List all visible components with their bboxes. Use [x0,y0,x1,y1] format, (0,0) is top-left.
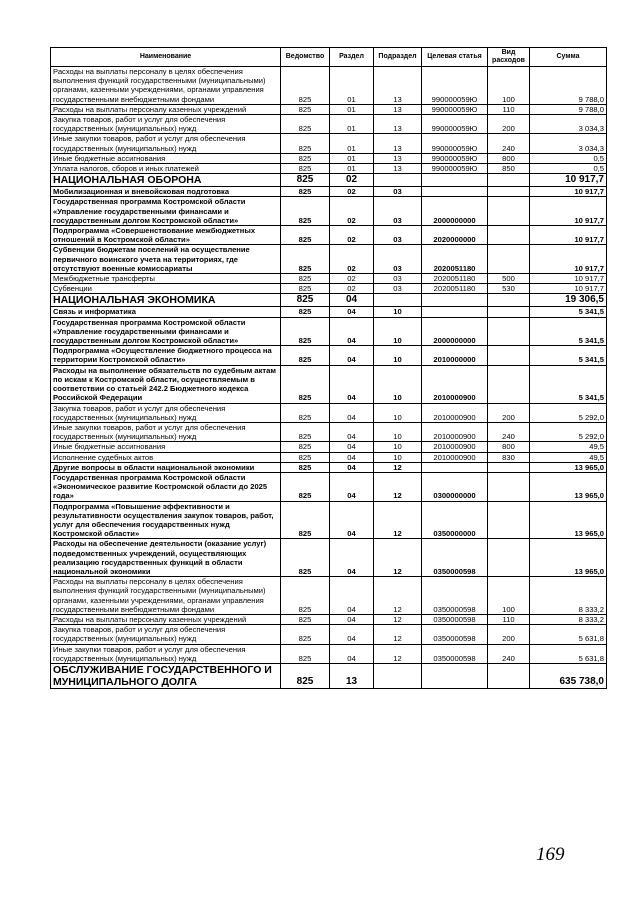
col-header-subsection: Подраздел [374,48,422,67]
table-row [51,472,607,501]
cell-target: 0350000598 [422,644,488,663]
table-row [51,452,607,462]
cell-exp-type [488,472,530,501]
cell-target [422,294,488,307]
cell-subsection: 10 [374,422,422,441]
cell-sum: 49,5 [530,452,607,462]
cell-section: 04 [330,644,374,663]
col-header-target: Целевая статья [422,48,488,67]
cell-exp-type [488,317,530,346]
cell-subsection: 10 [374,442,422,452]
cell-agency: 825 [281,104,330,114]
cell-subsection: 13 [374,115,422,134]
cell-target: 0350000598 [422,577,488,615]
cell-section: 04 [330,365,374,403]
cell-subsection: 10 [374,317,422,346]
cell-sum: 10 917,7 [530,245,607,274]
cell-sum: 13 965,0 [530,539,607,577]
table-row [51,577,607,615]
cell-subsection [374,663,422,688]
cell-sum: 5 341,5 [530,365,607,403]
table-row [51,284,607,294]
cell-sum: 10 917,7 [530,274,607,284]
cell-agency: 825 [281,174,330,187]
cell-sum: 19 306,5 [530,294,607,307]
cell-section: 04 [330,501,374,539]
cell-exp-type: 800 [488,153,530,163]
cell-agency: 825 [281,226,330,245]
cell-exp-type [488,187,530,197]
table-row [51,365,607,403]
cell-section: 02 [330,284,374,294]
cell-sum: 3 034,3 [530,134,607,153]
cell-name: НАЦИОНАЛЬНАЯ ЭКОНОМИКА [51,294,281,307]
table-row [51,614,607,624]
cell-exp-type: 240 [488,644,530,663]
table-row [51,501,607,539]
col-header-name: Наименование [51,48,281,67]
cell-name: Государственная программа Костромской области «Управление государственными финансами и государственным долгом Костромской области» [51,317,281,346]
cell-subsection: 10 [374,365,422,403]
cell-section: 01 [330,67,374,105]
cell-subsection: 10 [374,346,422,365]
cell-name: Субвенции бюджетам поселений на осуществление первичного воинского учета на территориях, где отсутствуют военные комиссариаты [51,245,281,274]
cell-sum: 5 292,0 [530,422,607,441]
cell-section: 01 [330,134,374,153]
cell-section: 01 [330,153,374,163]
cell-agency: 825 [281,365,330,403]
cell-agency: 825 [281,346,330,365]
table-row [51,67,607,105]
cell-section: 04 [330,452,374,462]
table-row [51,226,607,245]
cell-sum: 10 917,7 [530,174,607,187]
cell-exp-type [488,307,530,317]
cell-subsection: 12 [374,644,422,663]
cell-section: 04 [330,442,374,452]
cell-exp-type: 200 [488,403,530,422]
cell-agency: 825 [281,153,330,163]
cell-exp-type: 100 [488,67,530,105]
cell-section: 04 [330,577,374,615]
cell-agency: 825 [281,472,330,501]
table-row [51,625,607,644]
cell-exp-type [488,501,530,539]
cell-exp-type: 200 [488,625,530,644]
cell-target [422,174,488,187]
cell-agency: 825 [281,164,330,174]
table-row [51,197,607,226]
cell-sum: 5 341,5 [530,346,607,365]
cell-subsection [374,174,422,187]
cell-name: Другие вопросы в области национальной экономики [51,462,281,472]
table-row [51,462,607,472]
table-row [51,294,607,307]
cell-sum: 8 333,2 [530,614,607,624]
cell-subsection: 10 [374,307,422,317]
cell-target: 2020051180 [422,274,488,284]
cell-subsection: 10 [374,403,422,422]
cell-agency: 825 [281,307,330,317]
cell-sum: 10 917,7 [530,187,607,197]
cell-exp-type: 500 [488,274,530,284]
cell-subsection [374,294,422,307]
cell-subsection: 13 [374,153,422,163]
cell-exp-type [488,174,530,187]
cell-agency: 825 [281,614,330,624]
cell-target: 0350000598 [422,539,488,577]
cell-section: 01 [330,164,374,174]
cell-name: Иные бюджетные ассигнования [51,442,281,452]
cell-name: Межбюджетные трансферты [51,274,281,284]
cell-exp-type [488,539,530,577]
cell-exp-type: 830 [488,452,530,462]
cell-sum: 5 631,8 [530,644,607,663]
cell-agency: 825 [281,501,330,539]
cell-name: ОБСЛУЖИВАНИЕ ГОСУДАРСТВЕННОГО И МУНИЦИПАЛЬНОГО ДОЛГА [51,663,281,688]
cell-section: 04 [330,614,374,624]
cell-agency: 825 [281,115,330,134]
cell-sum: 13 965,0 [530,462,607,472]
cell-name: Закупка товаров, работ и услуг для обеспечения государственных (муниципальных) нужд [51,403,281,422]
cell-agency: 825 [281,663,330,688]
cell-subsection: 03 [374,245,422,274]
cell-sum: 13 965,0 [530,472,607,501]
table-row [51,104,607,114]
cell-section: 04 [330,462,374,472]
cell-subsection: 12 [374,539,422,577]
cell-target: 2010000900 [422,403,488,422]
cell-exp-type [488,226,530,245]
cell-name: Расходы на обеспечение деятельности (оказание услуг) подведомственных учреждений, осуществляющих реализацию государственных функций в области национальной экономики [51,539,281,577]
cell-name: Расходы на выплаты персоналу казенных учреждений [51,614,281,624]
cell-section: 01 [330,115,374,134]
cell-agency: 825 [281,67,330,105]
cell-sum: 9 788,0 [530,104,607,114]
cell-target: 990000059Ю [422,134,488,153]
cell-exp-type: 240 [488,134,530,153]
cell-sum: 10 917,7 [530,226,607,245]
cell-section: 04 [330,294,374,307]
cell-target: 990000059Ю [422,104,488,114]
cell-agency: 825 [281,422,330,441]
cell-target: 0350000598 [422,625,488,644]
cell-exp-type: 200 [488,115,530,134]
cell-name: Закупка товаров, работ и услуг для обеспечения государственных (муниципальных) нужд [51,115,281,134]
cell-name: Иные закупки товаров, работ и услуг для обеспечения государственных (муниципальных) нужд [51,134,281,153]
cell-sum: 635 738,0 [530,663,607,688]
cell-name: Государственная программа Костромской области «Экономическое развитие Костромской области до 2025 года» [51,472,281,501]
cell-target: 990000059Ю [422,67,488,105]
cell-target [422,462,488,472]
cell-sum: 3 034,3 [530,115,607,134]
cell-target [422,187,488,197]
cell-subsection: 12 [374,577,422,615]
cell-exp-type: 530 [488,284,530,294]
cell-name: Иные закупки товаров, работ и услуг для обеспечения государственных (муниципальных) нужд [51,422,281,441]
cell-agency: 825 [281,284,330,294]
cell-subsection: 13 [374,67,422,105]
cell-subsection: 03 [374,187,422,197]
cell-subsection: 10 [374,452,422,462]
cell-target: 0300000000 [422,472,488,501]
cell-agency: 825 [281,197,330,226]
cell-exp-type [488,663,530,688]
cell-agency: 825 [281,187,330,197]
cell-subsection: 12 [374,462,422,472]
cell-exp-type: 240 [488,422,530,441]
cell-name: Подпрограмма «Осуществление бюджетного процесса на территории Костромской области» [51,346,281,365]
cell-subsection: 13 [374,164,422,174]
cell-sum: 0,5 [530,164,607,174]
col-header-exp-type: Вид расходов [488,48,530,67]
header-row [51,48,607,67]
cell-target: 0350000000 [422,501,488,539]
table-row [51,115,607,134]
cell-name: Закупка товаров, работ и услуг для обеспечения государственных (муниципальных) нужд [51,625,281,644]
cell-subsection: 12 [374,472,422,501]
cell-section: 01 [330,104,374,114]
cell-target: 2010000900 [422,422,488,441]
cell-target: 2020051180 [422,284,488,294]
table-row [51,422,607,441]
cell-agency: 825 [281,452,330,462]
table-row [51,174,607,187]
cell-sum: 10 917,7 [530,284,607,294]
cell-section: 04 [330,317,374,346]
table-row [51,245,607,274]
cell-subsection: 03 [374,284,422,294]
cell-section: 04 [330,625,374,644]
cell-sum: 5 631,8 [530,625,607,644]
cell-subsection: 03 [374,197,422,226]
cell-sum: 5 341,5 [530,307,607,317]
cell-exp-type [488,346,530,365]
table-row [51,134,607,153]
cell-target: 2000000000 [422,317,488,346]
cell-name: Расходы на выплаты персоналу в целях обеспечения выполнения функций государственными (муниципальными) органами, казенными учреждениями, органами управления государственными внебюджетными фондами [51,577,281,615]
cell-name: Субвенции [51,284,281,294]
cell-target: 2020000000 [422,226,488,245]
cell-exp-type [488,462,530,472]
cell-subsection: 03 [374,274,422,284]
cell-exp-type [488,294,530,307]
cell-exp-type: 100 [488,577,530,615]
cell-name: Уплата налогов, сборов и иных платежей [51,164,281,174]
cell-target [422,307,488,317]
table-row [51,307,607,317]
cell-target: 2010000000 [422,346,488,365]
cell-exp-type: 110 [488,104,530,114]
cell-section: 04 [330,422,374,441]
cell-section: 02 [330,187,374,197]
cell-sum: 8 333,2 [530,577,607,615]
cell-sum: 10 917,7 [530,197,607,226]
cell-agency: 825 [281,134,330,153]
cell-agency: 825 [281,403,330,422]
table-row [51,153,607,163]
cell-subsection: 12 [374,625,422,644]
cell-agency: 825 [281,462,330,472]
cell-section: 02 [330,274,374,284]
cell-section: 02 [330,226,374,245]
cell-agency: 825 [281,274,330,284]
table-row [51,403,607,422]
col-header-sum: Сумма [530,48,607,67]
cell-target: 990000059Ю [422,115,488,134]
cell-name: Иные бюджетные ассигнования [51,153,281,163]
cell-target [422,663,488,688]
cell-name: Исполнение судебных актов [51,452,281,462]
table-row [51,164,607,174]
cell-target: 2010000900 [422,452,488,462]
cell-exp-type [488,197,530,226]
budget-table [50,47,607,689]
cell-exp-type [488,245,530,274]
cell-section: 04 [330,539,374,577]
cell-name: Иные закупки товаров, работ и услуг для обеспечения государственных (муниципальных) нужд [51,644,281,663]
cell-exp-type: 800 [488,442,530,452]
cell-agency: 825 [281,577,330,615]
cell-name: НАЦИОНАЛЬНАЯ ОБОРОНА [51,174,281,187]
cell-target: 2010000900 [422,442,488,452]
cell-agency: 825 [281,442,330,452]
cell-name: Связь и информатика [51,307,281,317]
cell-target: 990000059Ю [422,153,488,163]
cell-exp-type: 850 [488,164,530,174]
cell-section: 04 [330,307,374,317]
page-number: 169 [536,844,565,865]
cell-exp-type [488,365,530,403]
cell-subsection: 13 [374,134,422,153]
cell-agency: 825 [281,245,330,274]
cell-name: Расходы на выплаты персоналу в целях обеспечения выполнения функций государственными (муниципальными) органами, казенными учреждениями, органами управления государственными внебюджетными фондами [51,67,281,105]
cell-sum: 9 788,0 [530,67,607,105]
cell-exp-type: 110 [488,614,530,624]
cell-agency: 825 [281,625,330,644]
cell-name: Расходы на выплаты персоналу казенных учреждений [51,104,281,114]
col-header-section: Раздел [330,48,374,67]
cell-agency: 825 [281,294,330,307]
cell-agency: 825 [281,317,330,346]
cell-target: 2020051180 [422,245,488,274]
cell-target: 990000059Ю [422,164,488,174]
cell-sum: 5 341,5 [530,317,607,346]
cell-name: Мобилизационная и вневойсковая подготовка [51,187,281,197]
cell-subsection: 12 [374,501,422,539]
cell-section: 02 [330,174,374,187]
cell-section: 02 [330,245,374,274]
cell-name: Подпрограмма «Повышение эффективности и результативности осуществления закупок товаров, работ, услуг для обеспечения государственных нужд Костромской области» [51,501,281,539]
cell-section: 13 [330,663,374,688]
cell-target: 2010000900 [422,365,488,403]
table-row [51,442,607,452]
cell-sum: 5 292,0 [530,403,607,422]
table-row [51,539,607,577]
table-row [51,317,607,346]
cell-name: Расходы на выполнение обязательств по судебным актам по искам к Костромской области, осуществляемым в соответствии со статьей 242.2 Бюджетного кодекса Российской Федерации [51,365,281,403]
table-row [51,346,607,365]
cell-target: 0350000598 [422,614,488,624]
table-row [51,187,607,197]
table-row [51,663,607,688]
table-row [51,274,607,284]
cell-agency: 825 [281,539,330,577]
cell-subsection: 03 [374,226,422,245]
table-row [51,644,607,663]
cell-subsection: 13 [374,104,422,114]
cell-agency: 825 [281,644,330,663]
cell-section: 02 [330,197,374,226]
cell-section: 04 [330,346,374,365]
cell-name: Государственная программа Костромской области «Управление государственными финансами и государственным долгом Костромской области» [51,197,281,226]
col-header-agency: Ведомство [281,48,330,67]
cell-subsection: 12 [374,614,422,624]
cell-name: Подпрограмма «Совершенствование межбюджетных отношений в Костромской области» [51,226,281,245]
cell-sum: 49,5 [530,442,607,452]
cell-target: 2000000000 [422,197,488,226]
cell-section: 04 [330,472,374,501]
cell-sum: 13 965,0 [530,501,607,539]
cell-section: 04 [330,403,374,422]
cell-sum: 0,5 [530,153,607,163]
